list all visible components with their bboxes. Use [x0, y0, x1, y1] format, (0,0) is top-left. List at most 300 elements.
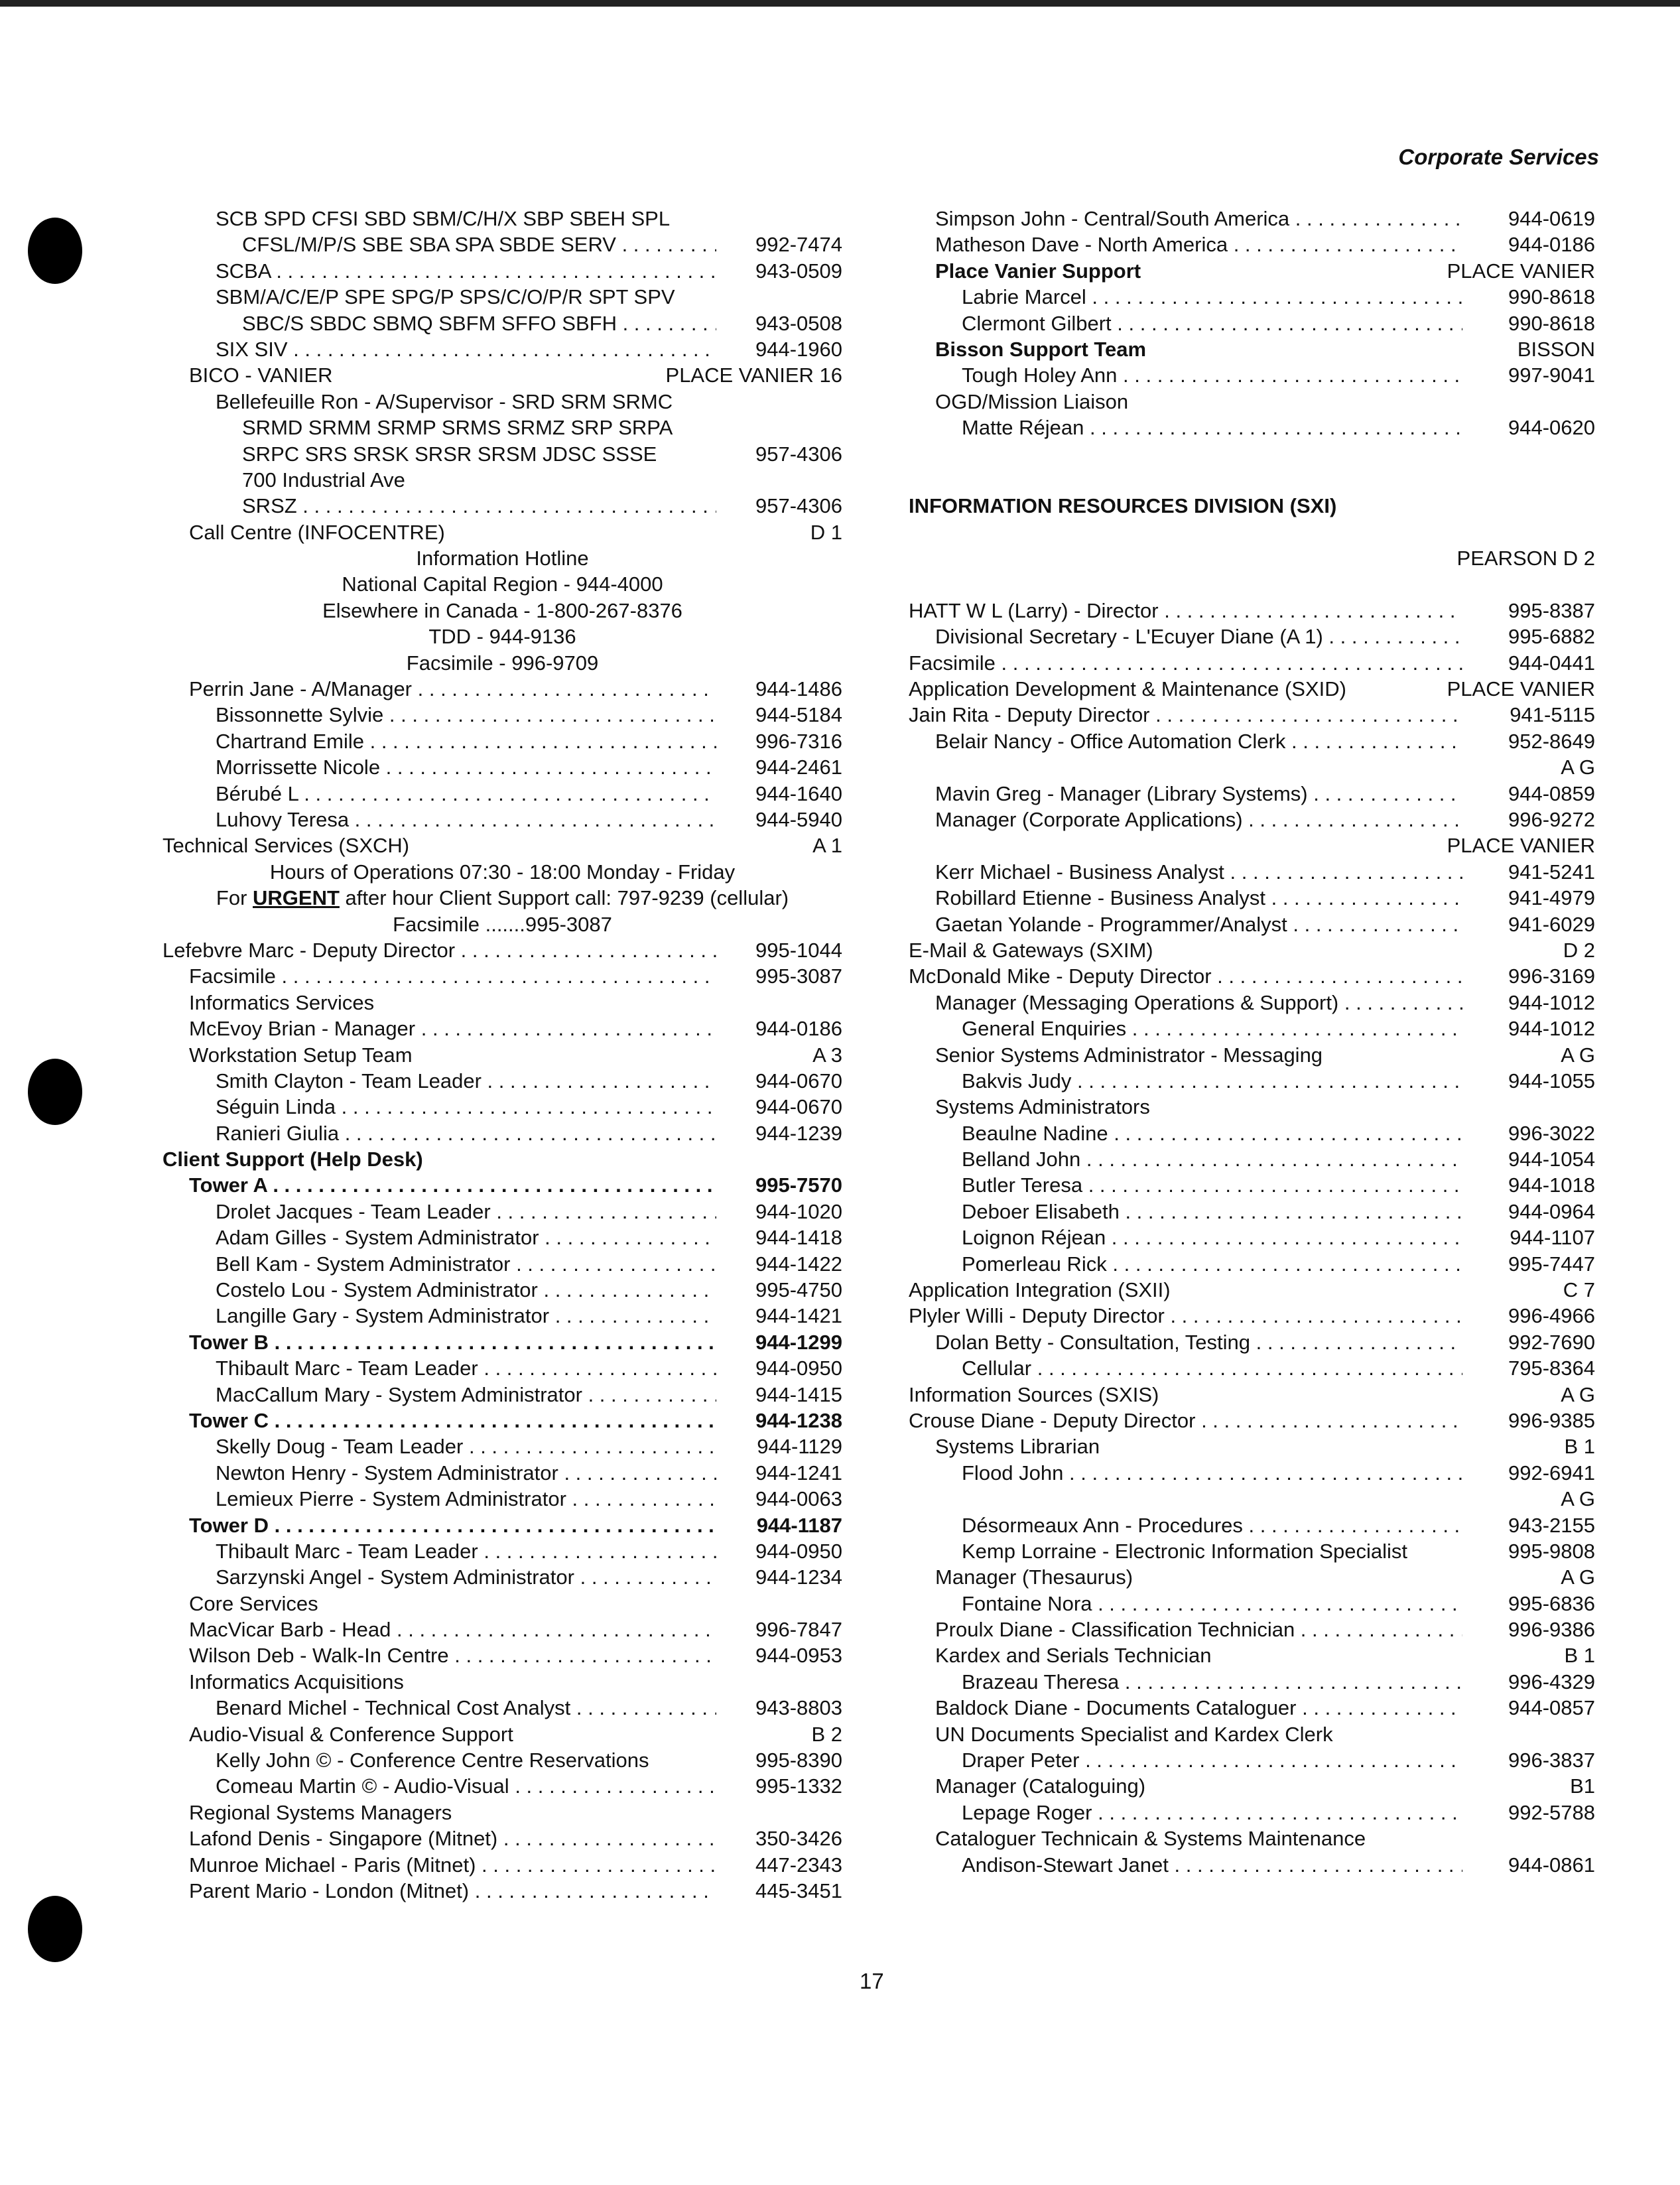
entry-phone: 992-6941 — [1508, 1461, 1595, 1485]
directory-entry — [162, 1669, 842, 1695]
entry-phone: 996-3169 — [1508, 964, 1595, 988]
entry-phone: 995-8387 — [1508, 598, 1595, 622]
directory-entry — [162, 1773, 842, 1799]
entry-phone: 944-1418 — [755, 1226, 842, 1250]
directory-entry — [162, 493, 842, 519]
directory-entry — [909, 1460, 1595, 1486]
directory-entry — [162, 519, 842, 545]
directory-entry — [909, 1225, 1595, 1250]
directory-entry — [162, 1721, 842, 1747]
entry-phone: 995-1044 — [755, 938, 842, 962]
binder-hole-bottom — [28, 1896, 82, 1962]
entry-phone: 944-1107 — [1510, 1226, 1595, 1250]
entry-phone: PLACE VANIER 16 — [665, 364, 842, 387]
entry-phone: 944-0670 — [755, 1069, 842, 1092]
entry-name: SCB SPD CFSI SBD SBM/C/H/X SBP SBEH SPL — [216, 207, 671, 230]
entry-phone: 941-5241 — [1508, 860, 1595, 884]
entry-name: Drolet Jacques - Team Leader . . . — [216, 1199, 716, 1225]
directory-entry — [162, 650, 842, 676]
entry-name: Workstation Setup Team — [189, 1043, 413, 1067]
directory-entry — [162, 1094, 842, 1120]
entry-name: Application Development & Maintenance (SXID) — [909, 677, 1346, 701]
entry-phone: 944-1055 — [1508, 1069, 1595, 1092]
entry-name: Dolan Betty - Consultation, Testing . . . — [935, 1329, 1462, 1355]
entry-phone: 944-1960 — [755, 337, 842, 361]
entry-name: Sarzynski Angel - System Administrator . . . — [216, 1564, 716, 1590]
entry-name: Divisional Secretary - L'Ecuyer Diane (A 1) . . . — [935, 624, 1462, 649]
entry-name: Lemieux Pierre - System Administrator . . . — [216, 1486, 716, 1512]
entry-name: Skelly Doug - Team Leader . . . — [216, 1433, 716, 1459]
entry-name: MacVicar Barb - Head . . . — [189, 1617, 716, 1642]
directory-entry — [162, 1460, 842, 1486]
entry-name: Langille Gary - System Administrator . . . — [216, 1303, 716, 1329]
directory-entry — [162, 885, 842, 911]
directory-entry — [162, 702, 842, 728]
directory-entry — [909, 1120, 1595, 1146]
entry-name: Luhovy Teresa . . . — [216, 807, 716, 832]
entry-phone: 995-3087 — [755, 964, 842, 988]
entry-phone: B1 — [1570, 1774, 1595, 1798]
entry-name: Plyler Willi - Deputy Director . . . — [909, 1303, 1462, 1329]
entry-phone: 996-3022 — [1508, 1121, 1595, 1145]
entry-name: Andison-Stewart Janet . . . — [962, 1852, 1462, 1878]
directory-entry — [162, 1277, 842, 1303]
entry-phone: 943-0509 — [755, 259, 842, 283]
entry-name: Pomerleau Rick . . . — [962, 1251, 1462, 1277]
entry-name: Systems Administrators — [935, 1095, 1150, 1119]
entry-phone: 943-2155 — [1508, 1513, 1595, 1537]
directory-entry — [909, 1408, 1595, 1433]
entry-name: Costelo Lou - System Administrator . . . — [216, 1277, 716, 1303]
entry-phone: 445-3451 — [755, 1879, 842, 1902]
right-column — [909, 206, 1595, 1878]
directory-entry — [909, 990, 1595, 1016]
entry-name: Smith Clayton - Team Leader . . . — [216, 1068, 716, 1094]
entry-phone: 943-0508 — [755, 311, 842, 335]
directory-entry — [162, 1591, 842, 1617]
directory-entry — [909, 1642, 1595, 1668]
entry-phone: PLACE VANIER — [1447, 834, 1595, 858]
directory-entry — [909, 1303, 1595, 1329]
entry-name: SCBA . . . — [216, 258, 716, 284]
entry-phone: 944-1421 — [755, 1304, 842, 1328]
entry-phone: 996-7847 — [755, 1618, 842, 1642]
entry-name: Chartrand Emile . . . — [216, 728, 716, 754]
directory-entry — [909, 1825, 1595, 1851]
directory-entry — [909, 415, 1595, 440]
entry-name: Core Services — [189, 1591, 318, 1615]
binder-hole-middle — [28, 1059, 82, 1125]
entry-name: Cataloguer Technicain & Systems Maintenance — [935, 1827, 1366, 1851]
entry-name: CFSL/M/P/S SBE SBA SPA SBDE SERV . . . — [242, 232, 716, 257]
directory-entry — [162, 781, 842, 807]
entry-phone: 995-7570 — [755, 1173, 842, 1197]
entry-phone: C 7 — [1563, 1278, 1595, 1302]
entry-name: Tower A . . . — [189, 1172, 716, 1198]
directory-entry — [162, 1251, 842, 1277]
entry-name: SRSZ . . . — [242, 493, 716, 519]
entry-phone: PLACE VANIER — [1447, 677, 1595, 701]
entry-name: Crouse Diane - Deputy Director . . . — [909, 1408, 1462, 1433]
entry-name: General Enquiries . . . — [962, 1016, 1462, 1041]
directory-entry — [909, 1016, 1595, 1041]
directory-entry — [162, 1172, 842, 1198]
entry-name: E-Mail & Gateways (SXIM) — [909, 938, 1153, 962]
entry-phone: 992-7690 — [1508, 1330, 1595, 1354]
entry-phone: 995-6836 — [1508, 1591, 1595, 1615]
entry-phone: A G — [1561, 1487, 1595, 1511]
entry-name: SIX SIV . . . — [216, 336, 716, 362]
left-column — [162, 206, 842, 1904]
entry-name: Client Support (Help Desk) — [162, 1148, 423, 1171]
entry-name: Brazeau Theresa . . . — [962, 1669, 1462, 1695]
directory-entry — [162, 571, 842, 597]
entry-phone: 447-2343 — [755, 1853, 842, 1877]
entry-name: Systems Librarian — [935, 1435, 1100, 1459]
entry-name: Bérubé L . . . — [216, 781, 716, 807]
entry-name: McDonald Mike - Deputy Director . . . — [909, 963, 1462, 989]
entry-phone: 943-8803 — [755, 1696, 842, 1720]
directory-entry — [909, 911, 1595, 937]
directory-entry — [909, 1277, 1595, 1303]
entry-name: Facsimile . . . — [909, 650, 1462, 676]
directory-entry — [909, 519, 1595, 545]
entry-name: Information Hotline — [416, 547, 589, 570]
entry-name: Regional Systems Managers — [189, 1800, 452, 1824]
directory-entry — [162, 1225, 842, 1250]
entry-phone: A 3 — [812, 1043, 842, 1067]
entry-name: INFORMATION RESOURCES DIVISION (SXI) — [909, 494, 1337, 518]
directory-entry — [909, 571, 1595, 597]
directory-entry — [909, 807, 1595, 832]
entry-phone: 941-6029 — [1508, 912, 1595, 936]
entry-phone: 995-8390 — [755, 1749, 842, 1772]
section-header: Corporate Services — [1398, 145, 1599, 169]
entry-name: Manager (Cataloguing) — [935, 1774, 1146, 1798]
entry-phone: 944-0857 — [1508, 1696, 1595, 1720]
entry-phone: 996-7316 — [755, 729, 842, 753]
entry-phone: 944-0950 — [755, 1539, 842, 1563]
directory-entry — [909, 1199, 1595, 1225]
entry-phone: 996-4329 — [1508, 1670, 1595, 1693]
entry-phone: 995-9808 — [1508, 1539, 1595, 1563]
entry-name: Jain Rita - Deputy Director . . . — [909, 702, 1462, 728]
entry-name: Flood John . . . — [962, 1460, 1462, 1486]
entry-name: Call Centre (INFOCENTRE) — [189, 520, 445, 544]
entry-name: Place Vanier Support — [935, 259, 1141, 283]
directory-entry — [162, 1120, 842, 1146]
directory-entry — [909, 1355, 1595, 1381]
directory-entry — [162, 1329, 842, 1355]
entry-phone: A 1 — [812, 834, 842, 858]
entry-phone: PLACE VANIER — [1447, 259, 1595, 283]
directory-entry — [909, 781, 1595, 807]
entry-phone: 957-4306 — [755, 494, 842, 518]
directory-entry — [162, 1382, 842, 1408]
entry-name: 700 Industrial Ave — [242, 468, 405, 492]
entry-name: For URGENT after hour Client Support call: 797-9239 (cellular) — [216, 886, 789, 910]
entry-name: McEvoy Brian - Manager . . . — [189, 1016, 716, 1041]
directory-entry — [909, 467, 1595, 493]
entry-name: Baldock Diane - Documents Cataloguer . . . — [935, 1695, 1462, 1721]
entry-name: National Capital Region - 944-4000 — [342, 572, 663, 596]
directory-entry — [162, 389, 842, 415]
directory-entry — [909, 1146, 1595, 1172]
entry-phone: 944-0063 — [755, 1487, 842, 1511]
entry-name: Deboer Elisabeth . . . — [962, 1199, 1462, 1225]
directory-entry — [162, 676, 842, 702]
directory-entry — [909, 310, 1595, 336]
entry-name: BICO - VANIER — [189, 364, 333, 387]
entry-name: HATT W L (Larry) - Director . . . — [909, 598, 1462, 624]
directory-entry — [162, 1617, 842, 1642]
directory-entry — [909, 258, 1595, 284]
directory-entry — [162, 754, 842, 780]
directory-entry — [909, 1538, 1595, 1564]
binder-hole-top — [28, 218, 82, 284]
directory-entry — [909, 650, 1595, 676]
directory-entry — [162, 990, 842, 1016]
entry-name: Senior Systems Administrator - Messaging — [935, 1043, 1323, 1067]
entry-phone: 990-8618 — [1508, 285, 1595, 309]
entry-phone: 944-1241 — [755, 1461, 842, 1485]
entry-name: Information Sources (SXIS) — [909, 1382, 1159, 1406]
entry-phone: 944-1238 — [755, 1408, 842, 1432]
entry-phone: 995-6882 — [1508, 625, 1595, 649]
entry-phone: 944-1018 — [1508, 1173, 1595, 1197]
directory-entry — [909, 1329, 1595, 1355]
directory-entry — [909, 624, 1595, 649]
entry-name: Application Integration (SXII) — [909, 1278, 1171, 1302]
directory-entry — [909, 885, 1595, 911]
entry-name: Butler Teresa . . . — [962, 1172, 1462, 1198]
entry-name: Manager (Messaging Operations & Support) . . . — [935, 990, 1462, 1016]
entry-phone: 941-5115 — [1510, 703, 1595, 727]
entry-phone: 944-2461 — [755, 756, 842, 779]
entry-phone: 992-7474 — [755, 233, 842, 257]
entry-phone: 944-1640 — [755, 781, 842, 805]
entry-phone: BISSON — [1517, 337, 1595, 361]
entry-phone: 944-0950 — [755, 1357, 842, 1380]
directory-entry — [162, 284, 842, 310]
directory-entry — [909, 598, 1595, 624]
entry-phone: 944-0619 — [1508, 207, 1595, 230]
entry-name: Kelly John © - Conference Centre Reservations — [216, 1749, 649, 1772]
entry-name: Tower D . . . — [189, 1512, 716, 1538]
entry-name: Robillard Etienne - Business Analyst . . . — [935, 885, 1462, 911]
directory-entry — [162, 911, 842, 937]
directory-entry — [162, 1564, 842, 1590]
directory-entry — [909, 1486, 1595, 1512]
directory-entry — [162, 1878, 842, 1904]
entry-name: Loignon Réjean . . . — [962, 1225, 1462, 1250]
entry-name: Facsimile - 996-9709 — [406, 651, 599, 675]
entry-name: Désormeaux Ann - Procedures . . . — [962, 1512, 1462, 1538]
entry-phone: 944-0186 — [1508, 233, 1595, 257]
entry-phone: 944-1012 — [1508, 1017, 1595, 1041]
entry-name: SRPC SRS SRSK SRSR SRSM JDSC SSSE — [242, 442, 657, 466]
directory-entry — [162, 1408, 842, 1433]
entry-name: Bisson Support Team — [935, 337, 1147, 361]
entry-name: TDD - 944-9136 — [428, 625, 576, 649]
directory-entry — [909, 1617, 1595, 1642]
entry-name: Comeau Martin © - Audio-Visual . . . — [216, 1773, 716, 1799]
directory-entry — [909, 1433, 1595, 1459]
entry-name: Tower C . . . — [189, 1408, 716, 1433]
entry-phone: 944-1054 — [1508, 1148, 1595, 1171]
directory-entry — [162, 859, 842, 885]
directory-entry — [162, 832, 842, 858]
entry-name: Perrin Jane - A/Manager . . . — [189, 676, 716, 702]
directory-entry — [909, 728, 1595, 754]
entry-name: Bissonnette Sylvie . . . — [216, 702, 716, 728]
entry-name: Beaulne Nadine . . . — [962, 1120, 1462, 1146]
entry-name: Fontaine Nora . . . — [962, 1591, 1462, 1617]
directory-entry — [162, 336, 842, 362]
directory-entry — [909, 963, 1595, 989]
directory-entry — [909, 362, 1595, 388]
entry-phone: 992-5788 — [1508, 1800, 1595, 1824]
directory-entry — [909, 1512, 1595, 1538]
directory-entry — [162, 362, 842, 388]
directory-entry — [909, 232, 1595, 257]
entry-phone: D 1 — [810, 520, 842, 544]
directory-entry — [162, 310, 842, 336]
entry-name: Draper Peter . . . — [962, 1747, 1462, 1773]
directory-entry — [162, 937, 842, 963]
entry-phone: A G — [1561, 1565, 1595, 1589]
directory-entry — [162, 1146, 842, 1172]
entry-phone: 944-0186 — [755, 1017, 842, 1041]
entry-name: Simpson John - Central/South America . . . — [935, 206, 1462, 232]
entry-phone: 990-8618 — [1508, 311, 1595, 335]
directory-entry — [162, 1512, 842, 1538]
entry-name: Informatics Services — [189, 990, 375, 1014]
directory-entry — [909, 1564, 1595, 1590]
entry-name: Lepage Roger . . . — [962, 1800, 1462, 1825]
entry-name: Clermont Gilbert . . . — [962, 310, 1462, 336]
directory-entry — [909, 676, 1595, 702]
directory-entry — [909, 937, 1595, 963]
entry-name: SBC/S SBDC SBMQ SBFM SFFO SBFH . . . — [242, 310, 716, 336]
directory-entry — [162, 1042, 842, 1068]
entry-name: Gaetan Yolande - Programmer/Analyst . . . — [935, 911, 1462, 937]
directory-entry — [162, 441, 842, 467]
directory-entry — [162, 232, 842, 257]
directory-entry — [162, 1433, 842, 1459]
entry-name: Belair Nancy - Office Automation Clerk . . . — [935, 728, 1462, 754]
entry-phone: 944-0861 — [1508, 1853, 1595, 1877]
entry-phone: 997-9041 — [1508, 364, 1595, 387]
entry-name: SBM/A/C/E/P SPE SPG/P SPS/C/O/P/R SPT SPV — [216, 285, 675, 309]
entry-phone: 996-9386 — [1508, 1618, 1595, 1642]
directory-entry — [162, 1800, 842, 1825]
directory-entry — [909, 206, 1595, 232]
entry-name: Morrissette Nicole . . . — [216, 754, 716, 780]
entry-phone: 944-1239 — [755, 1121, 842, 1145]
directory-entry — [162, 467, 842, 493]
directory-entry — [909, 389, 1595, 415]
directory-entry — [162, 1695, 842, 1721]
directory-entry — [162, 1642, 842, 1668]
entry-name: Tough Holey Ann . . . — [962, 362, 1462, 388]
directory-entry — [162, 415, 842, 440]
directory-entry — [909, 1852, 1595, 1878]
directory-entry — [909, 1094, 1595, 1120]
entry-phone: 944-0859 — [1508, 781, 1595, 805]
entry-name: Technical Services (SXCH) — [162, 834, 410, 858]
directory-entry — [909, 336, 1595, 362]
entry-phone: 944-1012 — [1508, 990, 1595, 1014]
entry-name: Tower B . . . — [189, 1329, 716, 1355]
directory-entry — [909, 1800, 1595, 1825]
entry-phone: 996-4966 — [1508, 1304, 1595, 1328]
directory-entry — [909, 493, 1595, 519]
directory-entry — [909, 754, 1595, 780]
entry-phone: 944-0964 — [1508, 1199, 1595, 1223]
entry-phone: A G — [1561, 756, 1595, 779]
entry-phone: A G — [1561, 1382, 1595, 1406]
directory-entry — [162, 1852, 842, 1878]
entry-phone: 995-4750 — [755, 1278, 842, 1302]
directory-entry — [909, 1747, 1595, 1773]
directory-entry — [162, 1303, 842, 1329]
entry-name: Kardex and Serials Technician — [935, 1644, 1212, 1668]
directory-entry — [909, 1669, 1595, 1695]
entry-name: Cellular . . . — [962, 1355, 1462, 1381]
entry-phone: B 1 — [1564, 1644, 1595, 1668]
entry-name: Manager (Corporate Applications) . . . — [935, 807, 1462, 832]
entry-name: SRMD SRMM SRMP SRMS SRMZ SRP SRPA — [242, 416, 673, 440]
entry-phone: 944-0953 — [755, 1644, 842, 1668]
entry-name: Munroe Michael - Paris (Mitnet) . . . — [189, 1852, 716, 1878]
page-number: 17 — [860, 1969, 884, 1993]
directory-entry — [162, 807, 842, 832]
entry-phone: 944-5184 — [755, 703, 842, 727]
entry-phone: 996-9385 — [1508, 1408, 1595, 1432]
entry-name: Matheson Dave - North America . . . — [935, 232, 1462, 257]
entry-name: Kemp Lorraine - Electronic Information Specialist — [962, 1539, 1407, 1563]
directory-entry — [909, 284, 1595, 310]
directory-entry — [162, 963, 842, 989]
entry-phone: 350-3426 — [755, 1827, 842, 1851]
entry-phone: 957-4306 — [755, 442, 842, 466]
entry-name: Kerr Michael - Business Analyst . . . — [935, 859, 1462, 885]
directory-entry — [162, 206, 842, 232]
entry-phone: 952-8649 — [1508, 729, 1595, 753]
entry-name: Thibault Marc - Team Leader . . . — [216, 1538, 716, 1564]
entry-phone: PEARSON D 2 — [1456, 547, 1595, 570]
directory-entry — [909, 1172, 1595, 1198]
directory-entry — [909, 1591, 1595, 1617]
directory-entry — [909, 859, 1595, 885]
directory-entry — [162, 1538, 842, 1564]
entry-name: MacCallum Mary - System Administrator . . . — [216, 1382, 716, 1408]
directory-entry — [162, 1825, 842, 1851]
directory-entry — [162, 258, 842, 284]
entry-name: Parent Mario - London (Mitnet) . . . — [189, 1878, 716, 1904]
directory-entry — [162, 1355, 842, 1381]
entry-phone: 944-0670 — [755, 1095, 842, 1119]
entry-phone: 944-1486 — [755, 677, 842, 701]
directory-entry — [162, 1486, 842, 1512]
entry-name: Hours of Operations 07:30 - 18:00 Monday - Friday — [269, 860, 736, 884]
entry-phone: 996-9272 — [1508, 807, 1595, 831]
directory-entry — [162, 1199, 842, 1225]
entry-name: Bakvis Judy . . . — [962, 1068, 1462, 1094]
entry-name: UN Documents Specialist and Kardex Clerk — [935, 1722, 1333, 1746]
entry-name: Lafond Denis - Singapore (Mitnet) . . . — [189, 1825, 716, 1851]
